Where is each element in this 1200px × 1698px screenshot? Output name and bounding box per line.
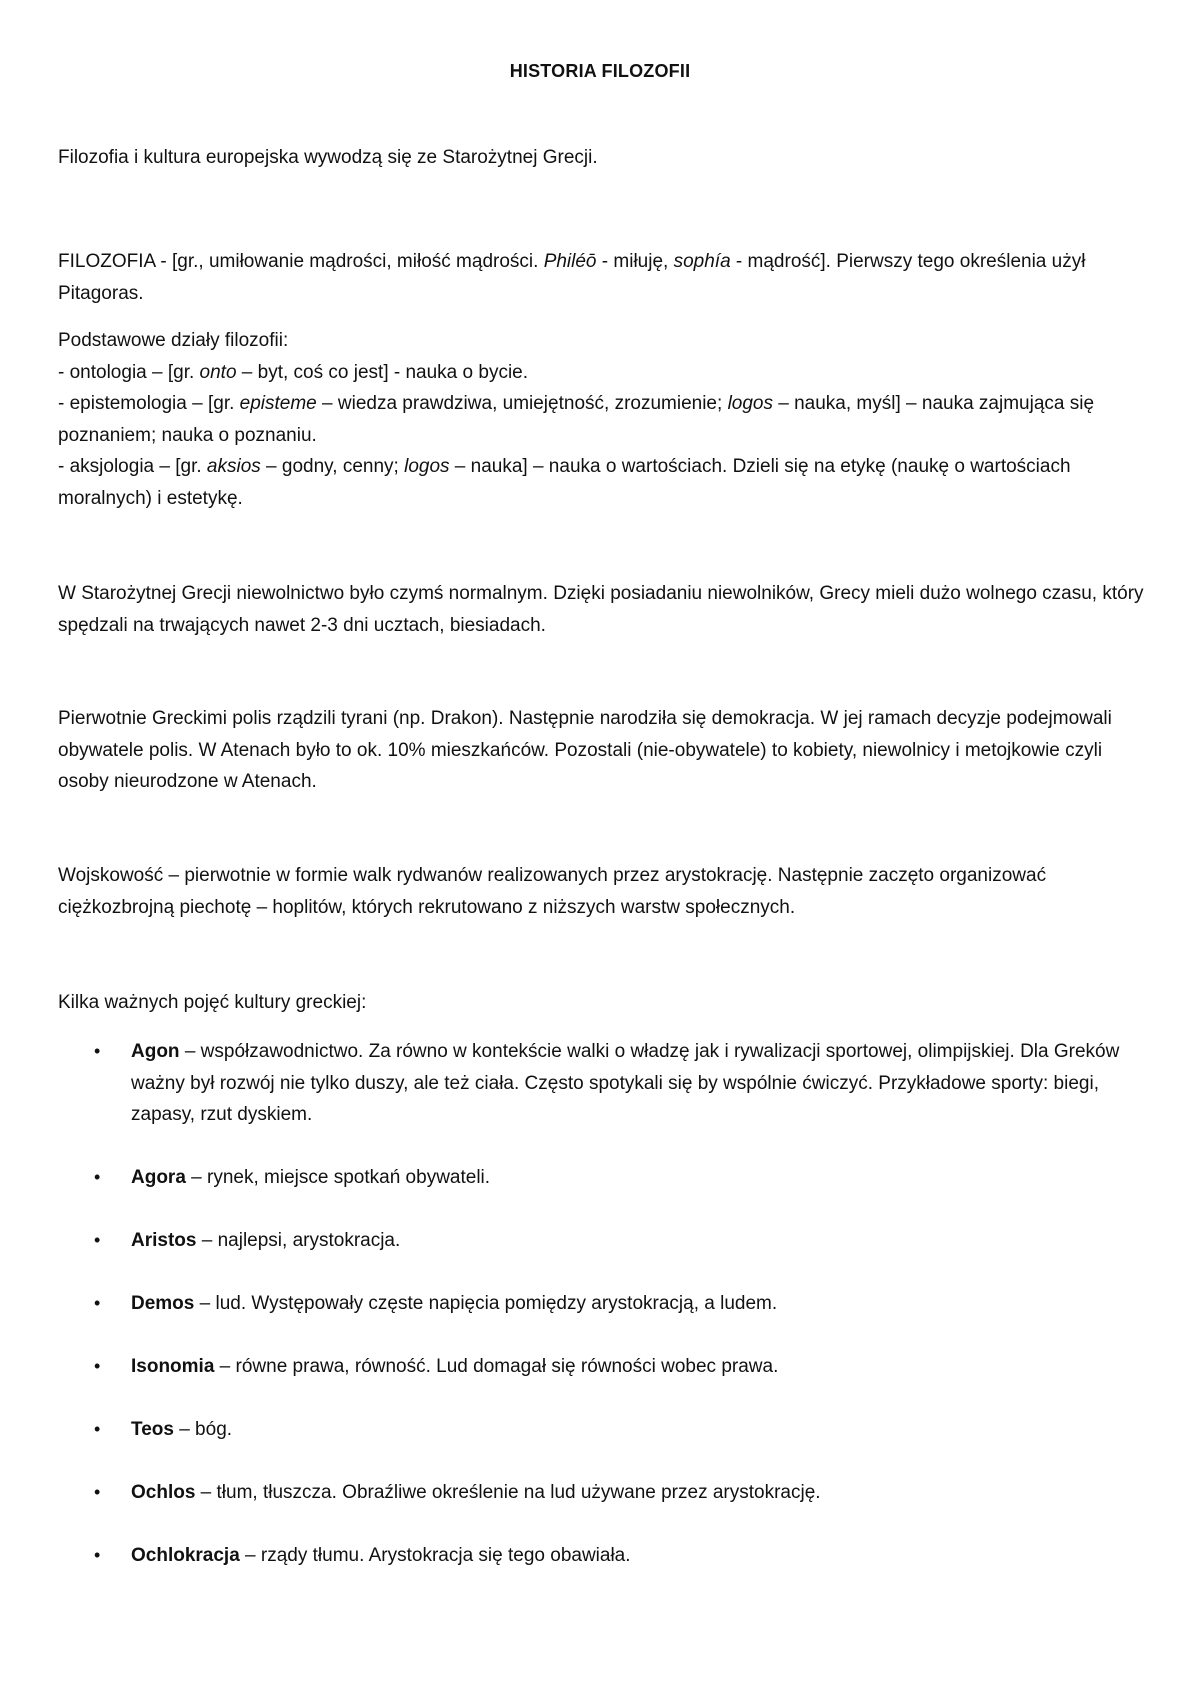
definition-paragraph [58,246,1148,309]
branch-axiology [58,451,1148,514]
axiology-text-3: – nauka] – nauka o wartościach. Dzieli się na etykę (naukę o wartościach moralnych) i estetykę. [58,456,1071,509]
definition-phileo: Philéō [543,251,597,272]
intro-paragraph: Filozofia i kultura europejska wywodzą się ze Starożytnej Grecji. [58,147,598,168]
concept-term: Teos [131,1419,174,1440]
ontology-term: onto [199,361,237,383]
concept-definition: – współzawodnictwo. Za równo w kontekście walki o władzę jak i rywalizacji sportowej, olimpijskiej. Dla Greków ważny był rozwój nie tylko duszy, ale też ciała. Często spotykali się by wspólnie ćwiczyć. Przykładowe sporty: biegi, zapasy, rzut dyskiem. [131,1041,1120,1125]
concept-definition: – równe prawa, równość. Lud domagał się równości wobec prawa. [214,1356,779,1377]
concept-item [58,1477,1148,1509]
axiology-logos: logos [404,456,450,477]
concept-item [58,1288,1148,1320]
concept-term: Agon [131,1041,180,1062]
definition-text-3: - mądrość]. Pierwszy tego określenia użył Pitagoras. [58,251,1086,304]
epistemology-text-1: - epistemologia – [gr. [58,393,240,414]
branches-heading: Podstawowe działy filozofii: [58,330,289,351]
axiology-term: aksios [206,456,261,477]
branch-epistemology [58,388,1148,451]
concept-definition: – tłum, tłuszcza. Obraźliwe określenie na lud używane przez arystokrację. [195,1482,821,1503]
concept-item [58,1351,1148,1383]
definition-text-1: FILOZOFIA - [gr., umiłowanie mądrości, miłość mądrości. [58,251,544,272]
concept-definition: – bóg. [173,1419,233,1440]
definition-sophia: sophía [673,251,731,272]
concept-term: Isonomia [131,1356,215,1377]
concept-term: Ochlokracja [131,1545,240,1566]
bullet-icon: • [94,1293,101,1313]
bullet-icon: • [94,1167,101,1187]
definition-text-2: - miłuję, [596,251,674,272]
concept-term: Ochlos [131,1482,196,1503]
bullet-icon: • [94,1230,101,1250]
concept-item [58,1036,1148,1131]
ontology-text-1: - ontologia – [gr. [58,361,200,383]
concepts-heading: Kilka ważnych pojęć kultury greckiej: [58,992,367,1013]
ontology-text-2: – byt, coś co jest] - nauka o bycie. [236,361,529,383]
epistemology-text-3: – nauka, myśl] – nauka zajmująca się poznaniem; nauka o poznaniu. [58,393,1095,446]
concept-definition: – najlepsi, arystokracja. [196,1230,401,1251]
military-paragraph: Wojskowość – pierwotnie w formie walk rydwanów realizowanych przez arystokrację. Następnie zaczęto organizować ciężkozbrojną piechotę – hoplitów, których rekrutowano z niższych warstw społecznych. [58,865,1047,918]
concept-item [58,1414,1148,1446]
concept-definition: – rynek, miejsce spotkań obywateli. [185,1167,491,1188]
epistemology-term: episteme [239,393,317,414]
slavery-paragraph: W Starożytnej Grecji niewolnictwo było czymś normalnym. Dzięki posiadaniu niewolników, Grecy mieli dużo wolnego czasu, który spędzali na trwających nawet 2-3 dni ucztach, biesiadach. [58,583,1144,636]
axiology-text-2: – godny, cenny; [260,456,405,477]
document-title: HISTORIA FILOZOFII [509,61,691,81]
epistemology-logos: logos [727,393,773,414]
epistemology-text-2: – wiedza prawdziwa, umiejętność, zrozumienie; [316,393,728,414]
branches-section [58,325,1148,514]
concept-definition: – lud. Występowały częste napięcia pomiędzy arystokracją, a ludem. [194,1293,778,1314]
concept-definition: – rządy tłumu. Arystokracja się tego obawiała. [239,1545,631,1566]
concept-term: Aristos [131,1230,197,1251]
concept-item [58,1225,1148,1257]
bullet-icon: • [94,1041,101,1061]
concept-term: Demos [131,1293,195,1314]
concept-item [58,1162,1148,1194]
bullet-icon: • [94,1419,101,1439]
concept-term: Agora [131,1167,186,1188]
branch-ontology [58,357,1148,389]
concept-item [58,1540,1148,1572]
polis-paragraph: Pierwotnie Greckimi polis rządzili tyrani (np. Drakon). Następnie narodziła się demokracja. W jej ramach decyzje podejmowali obywatele polis. W Atenach było to ok. 10% mieszkańców. Pozostali (nie-obywatele) to kobiety, niewolnicy i metojkowie czyli osoby nieurodzone w Atenach. [58,708,1112,792]
axiology-text-1: - aksjologia – [gr. [58,456,207,477]
bullet-icon: • [94,1545,101,1565]
concepts-list [58,1036,1148,1603]
bullet-icon: • [94,1482,101,1502]
bullet-icon: • [94,1356,101,1376]
